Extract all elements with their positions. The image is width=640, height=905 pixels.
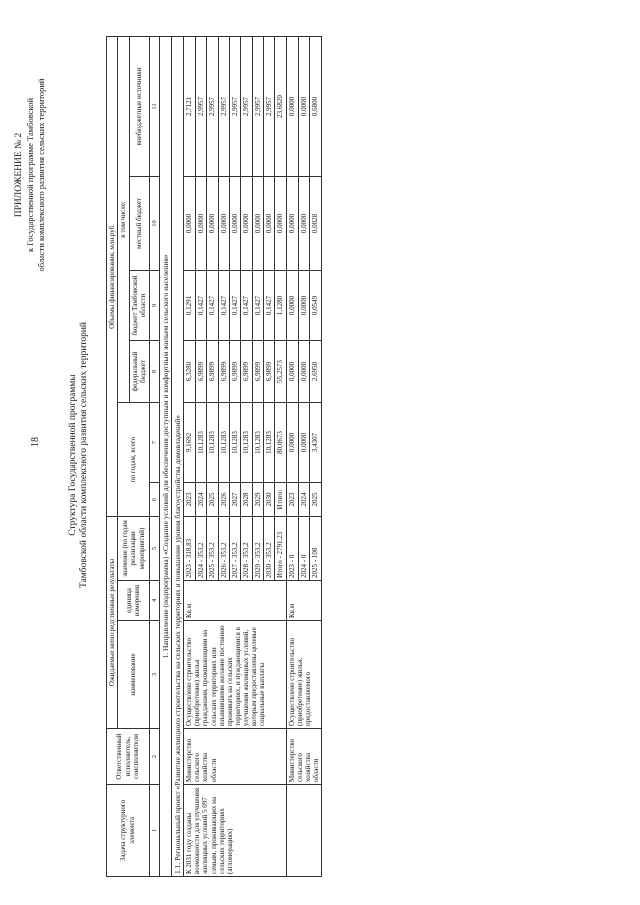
column-numbers (149, 36, 160, 876)
federal-cell: 6,3280 (184, 340, 195, 402)
total-cell: 3,4307 (310, 402, 322, 482)
col-num: 2 (149, 729, 160, 785)
local-cell: 0,0000 (252, 176, 263, 270)
appendix-line2: к Государственной программе Тамбовской (25, 98, 36, 253)
regional-cell: 0,0549 (310, 270, 322, 340)
extra-cell: 2,9957 (207, 36, 218, 176)
col-num: 9 (149, 270, 160, 340)
title-line2: Тамбовской области комплексного развития сельских территорий (79, 321, 90, 589)
total-cell: 10,1283 (229, 402, 240, 482)
federal-cell: 6,9899 (252, 340, 263, 402)
executor-cell: Министерство сельского хозяйства области (286, 729, 321, 785)
total-cell: 10,1283 (252, 402, 263, 482)
direction-row: 1. Направление (подпрограмма) «Создание условий для обеспечения доступным и комфортным жильем сельского населения» (160, 36, 172, 876)
header-funding: Объемы финансирования, млн.руб. (107, 36, 118, 516)
header-extra: внебюджетные источники (129, 36, 149, 176)
federal-cell: 6,9899 (195, 340, 206, 402)
extra-cell: 0,0000 (286, 36, 298, 176)
year-cell: 2024 (298, 482, 310, 516)
extra-cell: 2,9957 (264, 36, 275, 176)
value-cell: 2026 - 353,2 (218, 516, 229, 580)
result-name-cell: Осуществлено строительство (приобретение) жилья гражданами, проживающими на сельских территориях или изъявившими желание постоянно проживать на сельских территориях, и нуждающимися в улучшении жилищных условий, которым предоставлены целевые социальные выплаты (184, 621, 287, 729)
total-cell: 10,1283 (195, 402, 206, 482)
header-federal: федеральный бюджет (129, 340, 149, 402)
total-cell: 10,1283 (218, 402, 229, 482)
federal-cell: 2,6950 (310, 340, 322, 402)
col-num: 4 (149, 581, 160, 621)
appendix-label: ПРИЛОЖЕНИЕ № 2 (14, 132, 24, 218)
extra-cell: 0,0000 (298, 36, 310, 176)
extra-cell: 2,9957 (195, 36, 206, 176)
regional-cell: 1,1280 (275, 270, 286, 340)
total-cell: 0,0000 (298, 402, 310, 482)
header-incl: в том числе: (118, 36, 129, 402)
value-cell: 2027 - 353,2 (229, 516, 240, 580)
federal-cell: 6,9899 (264, 340, 275, 402)
year-cell: 2029 (252, 482, 263, 516)
federal-cell: 0,0000 (286, 340, 298, 402)
result-name-cell: Осуществлено строительство (приобретение) жилья, предоставляемого (286, 621, 321, 729)
federal-cell: 0,0000 (298, 340, 310, 402)
unit-cell: Кв.м (286, 581, 321, 621)
col-num: 5 (149, 516, 160, 580)
local-cell: 0,0000 (286, 176, 298, 270)
local-cell: 0,0000 (229, 176, 240, 270)
year-cell: 2025 (207, 482, 218, 516)
year-cell: 2030 (264, 482, 275, 516)
total-cell: 80,0673 (275, 402, 286, 482)
regional-cell: 0,0000 (286, 270, 298, 340)
regional-cell: 0,0000 (298, 270, 310, 340)
header-years: по годам, всего (118, 402, 149, 516)
regional-cell: 0,1427 (241, 270, 252, 340)
local-cell: 0,0000 (241, 176, 252, 270)
header-task: Задача структурного элемента (107, 785, 150, 877)
extra-cell: 2,9957 (218, 36, 229, 176)
value-cell: 2029 - 353,2 (252, 516, 263, 580)
col-num: 1 (149, 785, 160, 877)
extra-cell: 2,9957 (252, 36, 263, 176)
appendix-header (14, 45, 46, 305)
header-regional: бюджет Тамбовской области (129, 270, 149, 340)
col-num: 10 (149, 176, 160, 270)
header-value: значение (по годам реализации мероприятий) (118, 516, 149, 580)
federal-cell: 55,2573 (275, 340, 286, 402)
year-cell: 2023 (184, 482, 195, 516)
document-sheet (10, 15, 610, 895)
local-cell: 0,0000 (264, 176, 275, 270)
local-cell: 0,0000 (218, 176, 229, 270)
total-cell: 9,1692 (184, 402, 195, 482)
year-cell: 2025 (310, 482, 322, 516)
extra-cell: 0,6800 (310, 36, 322, 176)
header-unit: единица измерения (118, 581, 149, 621)
col-num: 8 (149, 340, 160, 402)
table-row (184, 36, 195, 876)
block1 (184, 36, 287, 876)
header-executor: Ответственный исполнитель, соисполнители (107, 729, 150, 785)
regional-cell: 0,1427 (229, 270, 240, 340)
extra-cell: 2,7121 (184, 36, 195, 176)
total-cell: 0,0000 (286, 402, 298, 482)
value-cell: 2024 - 0 (298, 516, 310, 580)
task-cell-empty (286, 785, 321, 877)
header-local: местный бюджет (129, 176, 149, 270)
project-row: 1.1. Региональный проект «Развитие жилищного строительства на сельских территориях и повышение уровня благоустройства домовладений» (172, 36, 184, 876)
regional-cell: 0,1427 (195, 270, 206, 340)
extra-cell: 2,9957 (229, 36, 240, 176)
year-cell: Итого: (275, 482, 286, 516)
extra-cell: 23,6820 (275, 36, 286, 176)
appendix-line3: области комплексного развития сельских территорий (35, 78, 46, 272)
value-cell: 2025 - 353,2 (207, 516, 218, 580)
local-cell: 0,0028 (310, 176, 322, 270)
value-cell: 2023 - 0 (286, 516, 298, 580)
regional-cell: 0,1427 (218, 270, 229, 340)
federal-cell: 6,9899 (229, 340, 240, 402)
value-cell: 2028 - 353,2 (241, 516, 252, 580)
value-cell: Итого - 2791,23 (275, 516, 286, 580)
total-cell: 10,1283 (207, 402, 218, 482)
extra-cell: 2,9957 (241, 36, 252, 176)
year-cell: 2024 (195, 482, 206, 516)
value-cell: 2025 - 108 (310, 516, 322, 580)
local-cell: 0,0000 (275, 176, 286, 270)
header-name: наименование (118, 621, 149, 729)
federal-cell: 6,9899 (218, 340, 229, 402)
col-num: 6 (149, 482, 160, 516)
local-cell: 0,0000 (207, 176, 218, 270)
header-results: Ожидаемые непосредственные результаты (107, 516, 118, 728)
year-cell: 2026 (218, 482, 229, 516)
table-row (286, 36, 298, 876)
title-line1: Структура Государственной программы (68, 374, 78, 536)
regional-cell: 0,1291 (184, 270, 195, 340)
col-num: 11 (149, 36, 160, 176)
local-cell: 0,0000 (195, 176, 206, 270)
document-title (68, 15, 91, 895)
value-cell: 2024 - 353,2 (195, 516, 206, 580)
federal-cell: 6,9899 (207, 340, 218, 402)
block2 (286, 36, 321, 876)
total-cell: 10,1283 (241, 402, 252, 482)
task-cell: К 2031 году созданы возможности для улучшения жилищных условий 5 097 семьям, проживающих на сельских территориях (агломерациях) (184, 785, 287, 877)
unit-cell: Кв.м (184, 581, 287, 621)
total-cell: 10,1283 (264, 402, 275, 482)
regional-cell: 0,1427 (264, 270, 275, 340)
executor-cell: Министерство сельского хозяйства области (184, 729, 287, 785)
col-num: 7 (149, 402, 160, 482)
year-cell: 2027 (229, 482, 240, 516)
federal-cell: 6,9899 (241, 340, 252, 402)
col-num: 3 (149, 621, 160, 729)
year-cell: 2023 (286, 482, 298, 516)
regional-cell: 0,1427 (207, 270, 218, 340)
year-cell: 2028 (241, 482, 252, 516)
regional-cell: 0,1427 (252, 270, 263, 340)
value-cell: 2023 - 318,83 (184, 516, 195, 580)
local-cell: 0,0000 (184, 176, 195, 270)
page-number: 18 (30, 437, 41, 447)
structure-table (106, 36, 322, 877)
value-cell: 2030 - 353,2 (264, 516, 275, 580)
local-cell: 0,0000 (298, 176, 310, 270)
